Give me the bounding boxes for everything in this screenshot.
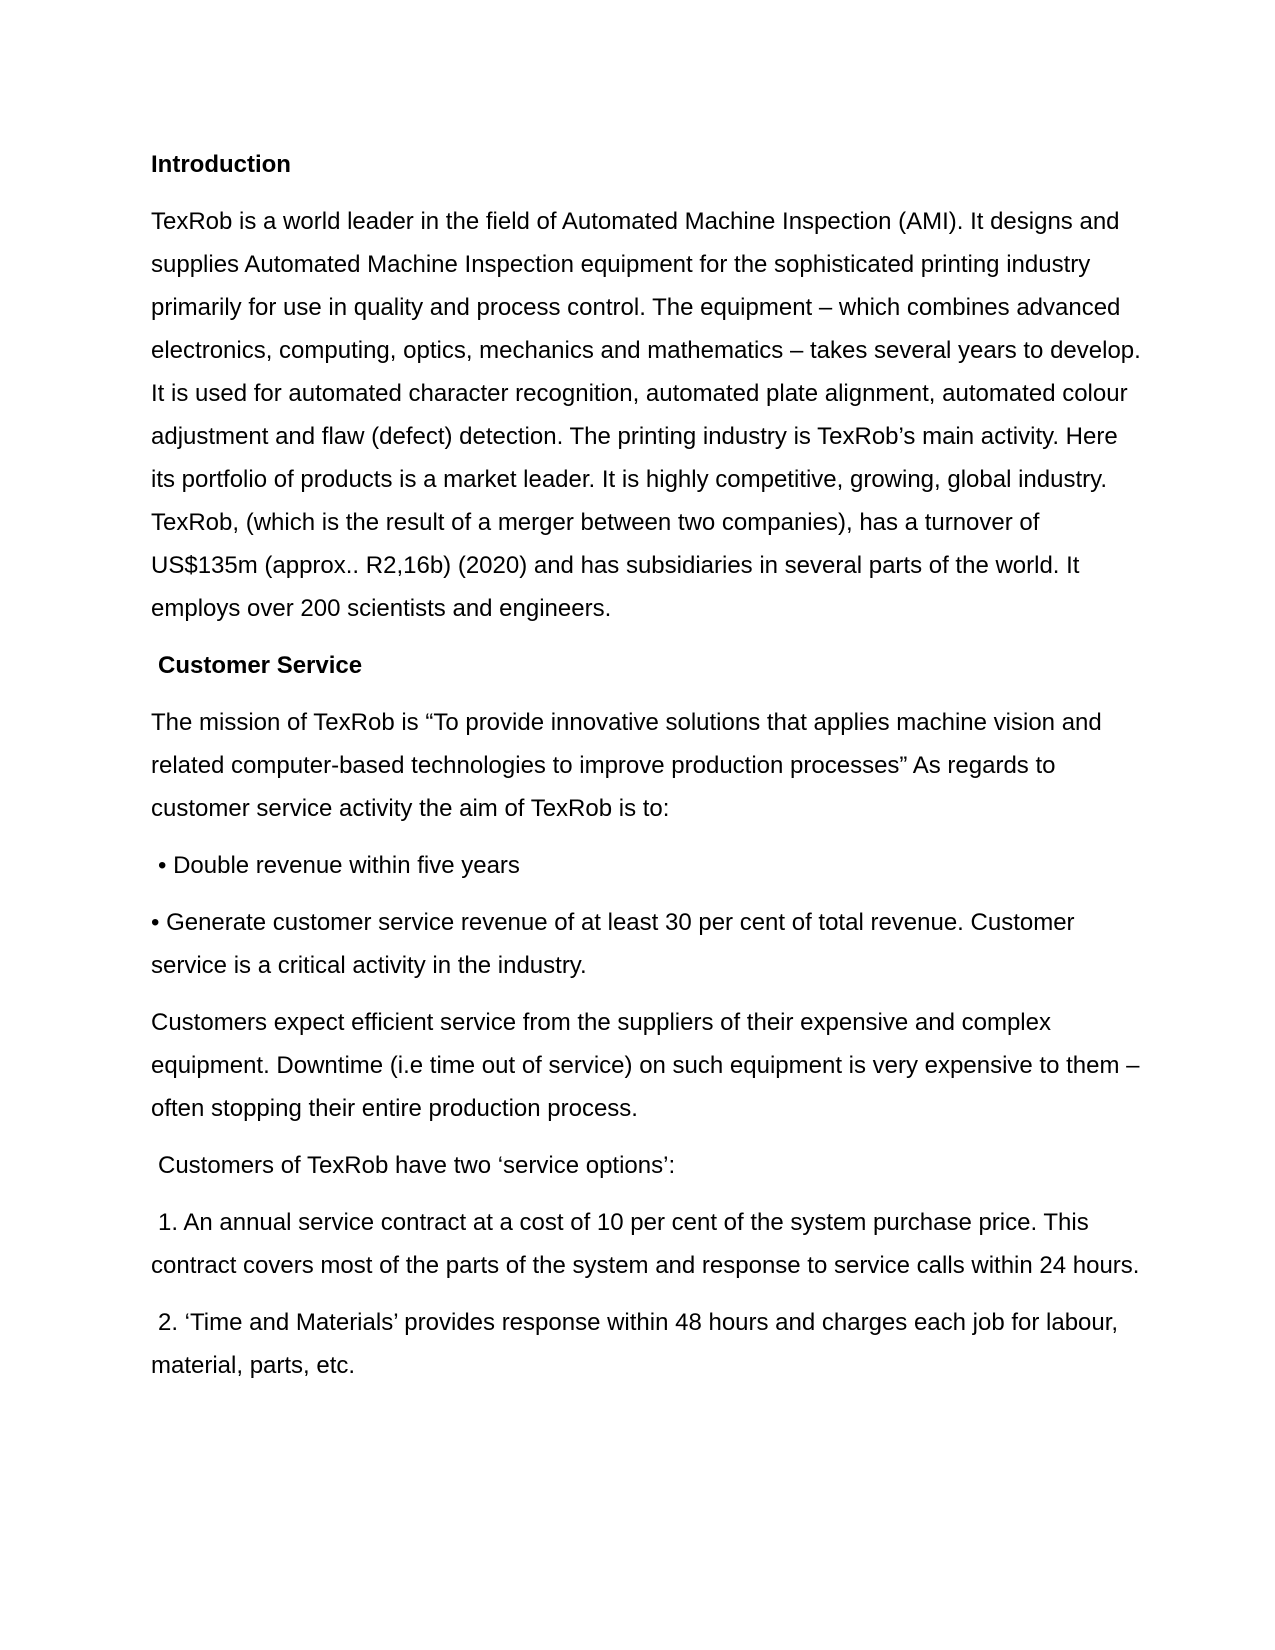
service-options-intro: Customers of TexRob have two ‘service options’:: [158, 1152, 676, 1179]
bullet-service-revenue: • Generate customer service revenue of at least 30 per cent of total revenue. Customer service is a critical activity in the industry.: [151, 909, 1075, 979]
service-option-2-text: 2. ‘Time and Materials’ provides response within 48 hours and charges each job for labour, material, parts, etc.: [151, 1309, 1119, 1379]
service-option-1: [151, 1201, 1141, 1287]
customer-service-heading: Customer Service: [158, 652, 363, 679]
intro-heading: Introduction: [151, 151, 291, 178]
service-option-1-text: 1. An annual service contract at a cost of 10 per cent of the system purchase price. This contract covers most of the parts of the system and response to service calls within 24 hours.: [151, 1209, 1140, 1279]
bullet-double-revenue: • Double revenue within five years: [158, 852, 520, 879]
document-page: [151, 143, 1141, 1401]
intro-paragraph: TexRob is a world leader in the field of Automated Machine Inspection (AMI). It designs and supplies Automated Machine Inspection equipment for the sophisticated printing industry primarily for use in quality and process control. The equipment – which combines advanced electronics, computing, optics, mechanics and mathematics – takes several years to develop. It is used for automated character recognition, automated plate alignment, automated colour adjustment and flaw (defect) detection. The printing industry is TexRob’s main activity. Here its portfolio of products is a market leader. It is highly competitive, growing, global industry. TexRob, (which is the result of a merger between two companies), has a turnover of US$135m (approx.. R2,16b) (2020) and has subsidiaries in several parts of the world. It employs over 200 scientists and engineers.: [151, 208, 1141, 622]
service-option-2: [151, 1301, 1141, 1387]
mission-paragraph: The mission of TexRob is “To provide innovative solutions that applies machine vision and related computer-based technologies to improve production processes” As regards to customer service activity the aim of TexRob is to:: [151, 709, 1102, 822]
expectations-paragraph: Customers expect efficient service from the suppliers of their expensive and complex equipment. Downtime (i.e time out of service) on such equipment is very expensive to them – often stopping their entire production process.: [151, 1009, 1140, 1122]
